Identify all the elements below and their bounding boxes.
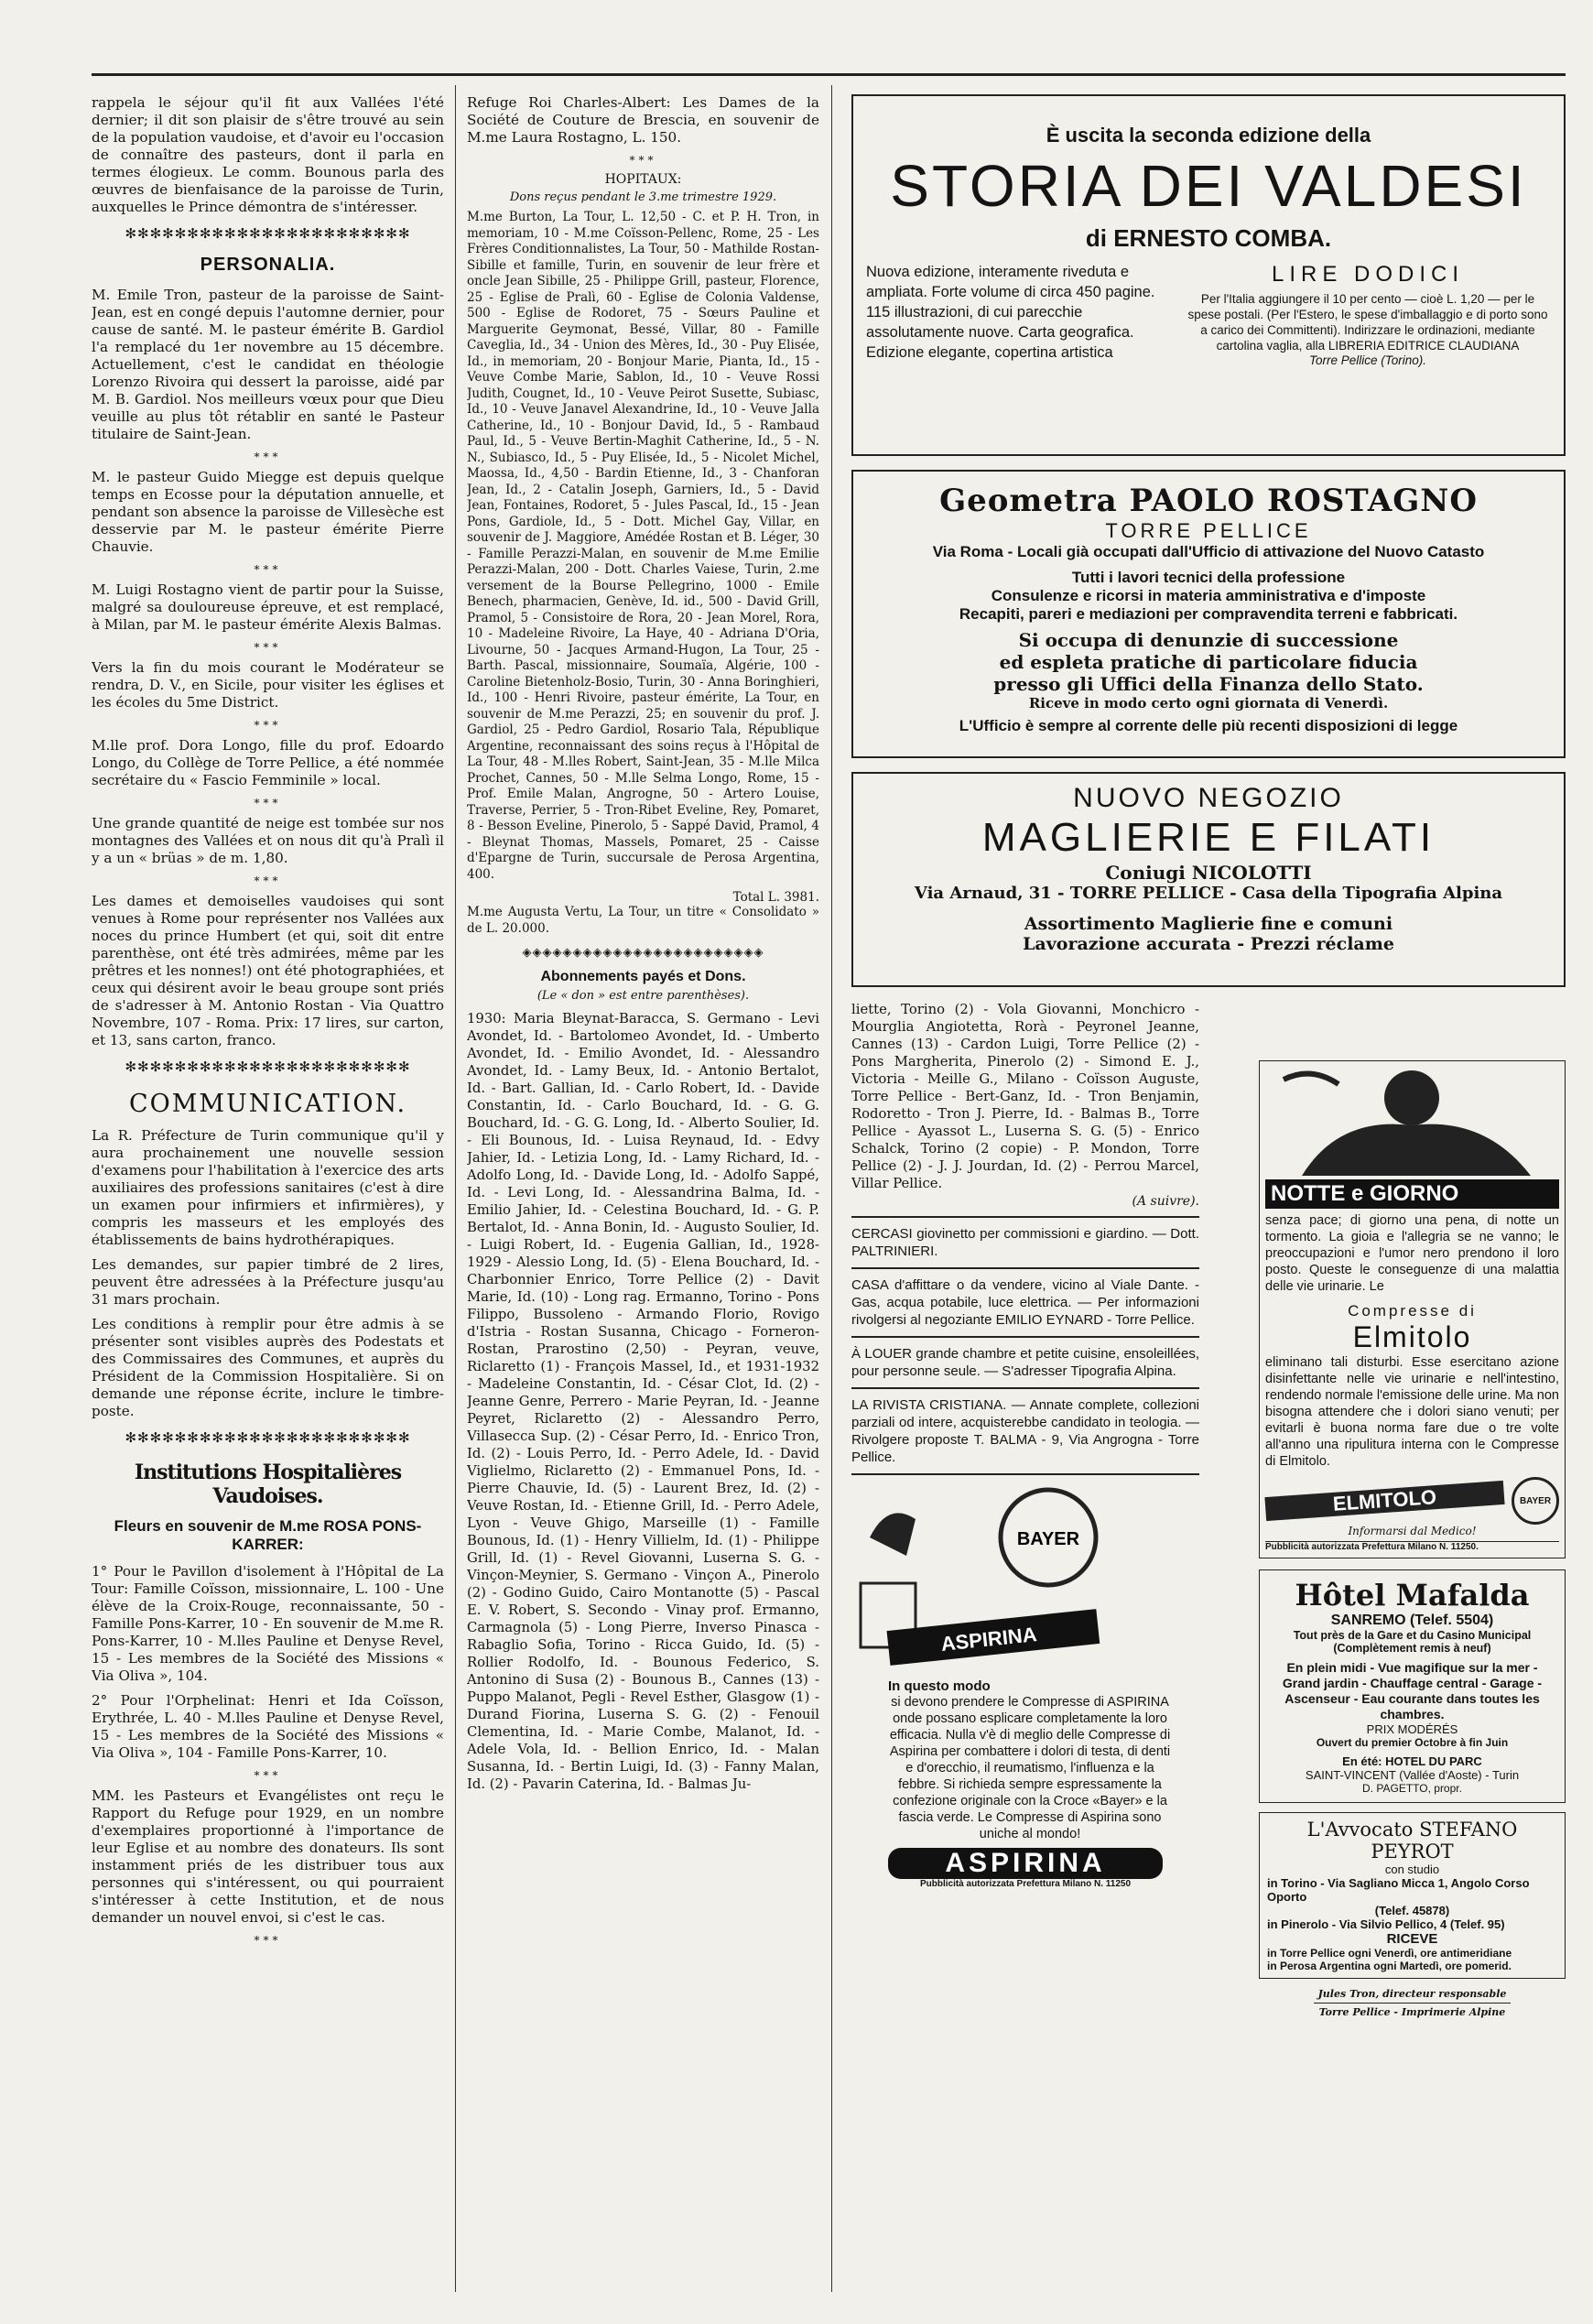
geometra-line3: Recapiti, pareri e mediazioni per compravendita terreni e fabbricati. [959, 605, 1458, 623]
fleurs-orphelinat: 2° Pour l'Orphelinat: Henri et Ida Coïsson, Erythrée, L. 40 - M.lles Pauline et Denyse Revel, 15 - Les membres de la Société des Missions « Via Oliva », 104 - Famille Pons-Karrer, 10. [92, 1692, 444, 1761]
vertu-paragraph: M.me Augusta Vertu, La Tour, un titre « Consolidato » de L. 20.000. [467, 905, 819, 936]
hotel-line8: SAINT-VINCENT (Vallée d'Aoste) - Turin [1305, 1768, 1520, 1782]
intro-paragraph: rappela le séjour qu'il fit aux Vallées l'été dernier; il dit son plaisir de s'être trouvé au sein de la population vaudoise, et d'avoir eu l'occasion de connaître des pasteurs, dont il parla en termes élogieux. Le comm. Bounous parla des œuvres de bienfaisance de la paroisse de Turin, auxquelles le Prince démontra de s'intéresser. [92, 94, 444, 215]
elmitolo-box: ELMITOLO [1264, 1481, 1504, 1521]
hotel-line9: D. PAGETTO, propr. [1362, 1782, 1462, 1795]
stars-divider: *** [254, 641, 282, 654]
divider [851, 1267, 1199, 1269]
negozio-owners: Coniugi NICOLOTTI [1105, 862, 1312, 884]
stars-divider: *** [254, 874, 282, 887]
avvocato-name: L'Avvocato STEFANO PEYROT [1306, 1819, 1518, 1862]
hotel-line2: Tout près de la Gare et du Casino Municipal [1293, 1629, 1532, 1642]
elmitolo-name: Elmitolo [1352, 1320, 1472, 1353]
personalia-neige: Une grande quantité de neige est tombée sur nos montagnes des Vallées et on nous dit qu'à Pralì il y a un « brüas » de m. 1,80. [92, 815, 444, 866]
personalia-longo: M.lle prof. Dora Longo, fille du prof. Edoardo Longo, du Collège de Torre Pellice, a été nommée secrétaire du « Fascio Femminile » local. [92, 737, 444, 788]
hopitaux-heading: HOPITAUX: [604, 172, 682, 187]
hotel-line5: PRIX MODÉRÉS [1366, 1722, 1458, 1736]
stars-divider: *** [629, 154, 657, 167]
abonnements-continuation: liette, Torino (2) - Vola Giovanni, Monchicro - Mourglia Angiotetta, Rorà - Peyronel Jeanne, Cannes (13) - Cardon Luigi, Torre Pellice (2) - Pons Margherita, Pinerolo (2) - Simond E. J., Victoria - Meille G., Milano - Coïsson Auguste, Torre Pellice - Bert-Ganz, Id. - Tron Benjamin, Rodoretto - Tron J. Pierre, Id. - Balmas B., Torre Pellice - Ayassot L., Luserna S. G. (5) - Enrico Schalck, Torino (2 copie) - P. Mondon, Torre Pellice (2) - J. J. Jourdan, Id. (2) - Perrou Marcel, Villar Pellice. [851, 1002, 1199, 1191]
ornament-divider: ✻✻✻✻✻✻✻✻✻✻✻✻✻✻✻✻✻✻✻✻✻✻✻ [125, 1059, 411, 1075]
avvocato-line6: in Torre Pellice ogni Venerdì, ore antimeridiane [1267, 1947, 1512, 1960]
ornament-divider: ✻✻✻✻✻✻✻✻✻✻✻✻✻✻✻✻✻✻✻✻✻✻✻ [125, 1429, 411, 1446]
communication-p2: Les demandes, sur papier timbré de 2 lires, peuvent être adressées à la Préfecture jusqu'au 31 mars prochain. [92, 1256, 444, 1308]
ornament-divider: ✻✻✻✻✻✻✻✻✻✻✻✻✻✻✻✻✻✻✻✻✻✻✻ [125, 225, 411, 242]
stars-divider: *** [254, 451, 282, 463]
notte-heading: NOTTE e GIORNO [1265, 1179, 1559, 1209]
abonnements-heading: Abonnements payés et Dons. [540, 969, 746, 984]
aspirina-ad [851, 1482, 1199, 1889]
storia-price-block [1185, 262, 1551, 367]
aspirina-footer: Pubblicità autorizzata Prefettura Milano N. 11250 [919, 1879, 1132, 1889]
negozio-title: MAGLIERIE E FILATI [981, 815, 1436, 860]
personalia-dames: Les dames et demoiselles vaudoises qui sont venues à Rome pour représenter nos Vallées aux noces du prince Humbert (et qui, soit dit entre parenthèse, ont été très admirées, même par les prêtres et les nonnes!) ont été photographiées, et ceux qui désirent avoir le beau groupe sont priés de s'adresser à M. Antonio Rostan - Via Quattro Novembre, 107 - Roma. Prix: 17 lires, sur carton, et 13, sans carton, franco. [92, 893, 444, 1048]
geometra-ad [851, 470, 1566, 758]
notte-text: senza pace; di giorno una pena, di notte un tormento. La gioia e l'allegria se ne vanno; le preoccupazioni e l'umor nero prendono il loro posto. Queste le conseguenze di una malattia delle vie urinarie. Le [1265, 1213, 1559, 1294]
hotel-line1: SANREMO (Telef. 5504) [1330, 1613, 1494, 1628]
aspirina-title: In questo modo [888, 1678, 991, 1694]
divider [851, 1336, 1199, 1338]
communication-heading: COMMUNICATION. [128, 1090, 407, 1118]
storia-description: Nuova edizione, interamente riveduta e ampliata. Forte volume di circa 450 pagine. 115 illustrazioni, di cui parecchie assolutamente nuove. Carta geografica. Edizione elegante, copertina artistica [866, 264, 1155, 361]
newspaper-page [92, 73, 1566, 2292]
column-rule [831, 85, 832, 2292]
column-1 [92, 94, 444, 1952]
rapport-refuge: MM. les Pasteurs et Evangélistes ont reçu le Rapport du Refuge pour 1929, en un nombre d'exemplaires proportionné à l'importance de leur Eglise et au nombre des donateurs. Ils sont instamment priés de les distribuer tous aux personnes qui s'intéressent, ou qui pourraient s'intéresser à cette Institution, et de nous demander un nouvel envoi, si c'est le cas. [92, 1787, 444, 1926]
geometra-line2: Consulenze e ricorsi in materia amministrativa e d'imposte [991, 587, 1426, 604]
personalia-heading: PERSONALIA. [200, 255, 336, 275]
aspirina-illustration [851, 1482, 1126, 1675]
avvocato-line1: con studio [1384, 1862, 1440, 1876]
avvocato-line5: RICEVE [1386, 1931, 1438, 1947]
hotel-line7: En été: HOTEL DU PARC [1342, 1754, 1482, 1768]
institutions-heading: Institutions Hospitalières Vaudoises. [134, 1461, 402, 1508]
dons-total: Total L. 3981. [732, 890, 819, 905]
geometra-line8: L'Ufficio è sempre al corrente delle più recenti disposizioni di legge [959, 717, 1458, 734]
hotel-line4: En plein midi - Vue magifique sur la mer - Grand jardin - Chauffage central - Garage - Ascenseur - Eau courante dans toutes les chambres. [1282, 1660, 1543, 1721]
storia-title: STORIA DEI VALDESI [890, 153, 1527, 219]
stars-divider: *** [254, 797, 282, 809]
negozio-line2: Lavorazione accurata - Prezzi réclame [1023, 934, 1394, 954]
divider [851, 1387, 1199, 1389]
rivista-ad: LA RIVISTA CRISTIANA. — Annate complete, collezioni parziali od intere, acquisterebbe candidato in teologia. — Rivolgere proposte T. BALMA - 9, Via Angrogna - Torre Pellice. [851, 1397, 1199, 1465]
bayer-logo-text: BAYER [1016, 1529, 1080, 1549]
personalia-moderateur: Vers la fin du mois courant le Modérateur se rendra, D. V., en Sicile, pour visiter les églises et les écoles du 5me District. [92, 659, 444, 711]
abonnements-subheading: (Le « don » est entre parenthèses). [536, 989, 750, 1003]
fleurs-heading: Fleurs en souvenir de M.me ROSA PONS-KARRER: [114, 1517, 422, 1553]
refuge-paragraph: Refuge Roi Charles-Albert: Les Dames de la Société de Couture de Brescia, en souvenir de M.me Laura Rostagno, L. 150. [467, 94, 819, 146]
column-3 [851, 1001, 1199, 1889]
communication-p1: La R. Préfecture de Turin communique qu'il y aura prochainement une nouvelle session d'examens pour l'habilitation à l'exercice des arts auxiliaires des professions sanitaires (c'est à dire un examen pour infirmiers et infirmières), y compris les masseurs et les employés des établissements de bains hydrothérapiques. [92, 1127, 444, 1248]
geometra-line4: Si occupa di denunzie di successione [1018, 629, 1399, 651]
geometra-line5: ed espleta pratiche di particolare fiducia [999, 651, 1418, 673]
avvocato-line2: in Torino - Via Sagliano Micca 1, Angolo Corso Oporto [1267, 1876, 1530, 1904]
communication-p3: Les conditions à remplir pour être admis à se présenter sont visibles auprès des Podestats et des Commissaires des Communes, et auprès du Président de la Commission Hospitalière. Si on demande une réponse écrite, inclure le timbre-poste. [92, 1316, 444, 1419]
hotel-name: Hôtel Mafalda [1295, 1578, 1530, 1613]
avvocato-line4: in Pinerolo - Via Silvio Pellico, 4 (Telef. 95) [1267, 1917, 1505, 1931]
personalia-tron: M. Emile Tron, pasteur de la paroisse de Saint-Jean, est en congé depuis l'automne dernier, pour cause de santé. M. le pasteur émérite B. Gardiol l'a remplacé du 1er novembre au 15 décembre. Actuellement, c'est le candidat en théologie Lorenzo Rivoira qui dessert la paroisse, aidé par M. B. Gardiol. Nos meilleurs vœux pour que Dieu veuille au plus tôt rétablir en santé le Pasteur titulaire de Saint-Jean. [92, 287, 444, 442]
geometra-name: Geometra PAOLO ROSTAGNO [939, 483, 1478, 519]
aspirina-tube-text: ASPIRINA [939, 1623, 1038, 1656]
divider [851, 1216, 1199, 1218]
storia-details [866, 262, 1551, 367]
compresse-label: Compresse di [1348, 1302, 1477, 1319]
hotel-line6: Ouvert du premier Octobre à fin Juin [1316, 1736, 1509, 1749]
ornament-divider: ◈◈◈◈◈◈◈◈◈◈◈◈◈◈◈◈◈◈◈◈◈◈◈◈ [522, 946, 764, 960]
abonnements-list: 1930: Maria Bleynat-Baracca, S. Germano - Levi Avondet, Id. - Bartolomeo Avondet, Id. - Umberto Avondet, Id. - Emilio Avondet, Id. - Alessandro Avondet, Id. - Lamy Beux, Id. - Antonio Bertalot, Id. - Bart. Gallian, Id. - Carlo Robert, Id. - Davide Constantin, Id. - Carlo Bouchard, Id. - G. G. Bouchard, Id. - G. G. Long, Id. - Alberto Soulier, Id. - Eli Bounous, Id. - Luisa Reynaud, Id. - Edvy Jahier, Id. - Letizia Long, Id. - Lamy Richard, Id. - Adolfo Long, Id. - Davide Long, Id. - Adolfo Sappé, Id. - Levi Long, Id. - Alessandrina Balma, Id. - Emilio Jahier, Id. - Celestina Bouchard, Id. - G. P. Bertalot, Id. - Anna Bonin, Id. - Augusto Soulier, Id. - Luigi Robert, Id. - Eugenia Gallian, Id., 1928-1929 - Alessio Long, Id. (5) - Elena Bouchard, Id. - Charbonnier Enrico, Torre Pellice (2) - Davit Marie, Id. (10) - Long rag. Ermanno, Torino - Pons Filippo, Bussoleno - Armando Florio, Rovigo d'Istria - Rostan Susanna, Chicago - Forneron-Rostan, Prarostino (2,50) - Peyran, veuve, Riclaretto (1) - François Massel, Id., et 1931-1932 - Madeleine Constantin, Id. - César Clot, Id. (2) - Jeanne Genre, Perrero - Marie Peyran, Id. - Jeanne Peyret, Riclaretto (2) - Alessandro Perro, Villasecca Sup. (2) - César Perro, Id. - Enrico Tron, Id. (2) - Louis Perro, Id. - Perro Adele, Id. - David Viglielmo, Riclaretto (2) - Emmanuel Pons, Id. - Pierre Chauvie, Id. (5) - Laurent Brez, Id. (2) - Veuve Rostan, Id. - Etienne Grill, Id. - Perro Adele, Lyon - Veuve Ghigo, Marseille (1) - Famille Bounous, Id. (1) - Henry Villielm, Id. (1) - Philippe Grill, Id. (1) - Revel Giovanni, Luserna S. G. - Vinçon-Meynier, S. Germano - Vinçon A., Pinerolo (2) - Godino Guido, Cairo Montanotte (5) - Pascal E. V. Robert, S. Secondo - Vinay prof. Ermanno, Carmagnola (5) - Long Pierre, Inverso Pinasca - Rabaglio Sofia, Torino - Ricca Guido, Id. (5) - Rollier Rodolfo, Id. - Bounous Federico, S. Antonino di Susa (2) - Bounous B., Cannes (13) - Puppo Malanot, Pegli - Revel Esther, Glasgow (1) - Durand Fiorina, Luserna S. G. (2) - Fenouil Clementina, Id. - Marie Combe, Malanot, Id. - Adele Vola, Id. - Bellion Enrico, Id. - Malan Susanna, Id. - Bertin Luigi, Id. (3) - Fanny Malan, Id. (2) - Pavarin Caterina, Id. - Balmas Ju- [467, 1011, 819, 1792]
dons-subheading: Dons reçus pendant le 3.me trimestre 1929. [509, 190, 777, 204]
negozio-line1: Assortimento Maglierie fine e comuni [1024, 914, 1393, 934]
negozio-top: NUOVO NEGOZIO [1073, 783, 1344, 813]
aspirina-logo: ASPIRINA [888, 1848, 1163, 1879]
geometra-line6: presso gli Uffici della Finanza dello Stato. [993, 673, 1424, 695]
personalia-miegge: M. le pasteur Guido Miegge est depuis quelque temps en Ecosse pour la députation annuelle, et pendant son absence la paroisse de Villesèche est desservie par M. le pasteur émérite Pierre Chauvie. [92, 469, 444, 555]
hotel-ad [1259, 1569, 1566, 1803]
bayer-cross-icon: BAYER [1512, 1477, 1559, 1525]
column-rule [455, 85, 456, 2292]
avvocato-line3: (Telef. 45878) [1374, 1904, 1450, 1917]
column-4 [1259, 1060, 1566, 2018]
fleurs-pavillon: 1° Pour le Pavillon d'isolement à l'Hôpital de La Tour: Famille Coïsson, missionnaire, L. 100 - Une élève de la Croix-Rouge, reconnaissante, 50 - Famille Pons-Karrer, 10 - En souvenir de M.me R. Pons-Karrer, 10 - M.lles Pauline et Denyse Revel, 15 - Les membres de la Société des Missions « Via Oliva », 104. [92, 1563, 444, 1684]
geometra-line1: Tutti i lavori tecnici della professione [1071, 569, 1346, 586]
storia-ad [851, 94, 1566, 456]
avvocato-ad [1259, 1812, 1566, 1979]
stars-divider: *** [254, 719, 282, 732]
dons-list: M.me Burton, La Tour, L. 12,50 - C. et P. H. Tron, in memoriam, 10 - M.me Coïsson-Pellenc, Rome, 25 - Les Frères Conditionnalistes, La Tour, 50 - Mathilde Rostan-Sibille et famille, Turin, en souvenir de leur frère et oncle Jean Sibille, 25 - Philippe Grill, pasteur, Florence, 25 - Eglise de Pralì, 60 - Eglise de Colonia Valdense, 500 - Eglise de Rodoret, 75 - Sœurs Pauline et Marguerite Geymonat, Bessé, Villar, 80 - Famille Caveglia, Id., 34 - Union des Mères, Id., 30 - Puy Elisée, Id., in memoriam, 20 - Bonjour Marie, Pianta, Id., 15 - Veuve Combe Marie, Sablon, Id., 10 - Veuve Rossi Judith, Cougnet, Id., 10 - Veuve Peirot Susette, Subiasc, Id., 10 - Veuve Janavel Alexandrine, Id., 10 - Veuve Jalla Catherine, Id., 10 - Bonjour David, Id., 5 - Rambaud Paul, Id., 5 - Veuve Bertin-Maghit Catherine, Id., 5 - N. N., Subiasco, Id., 5 - Puy Elisée, Id., 5 - Nicolet Michel, Maossa, Id., 4,50 - Bardin Etienne, Id., 3 - Chanforan Jean, Id., 2 - Catalin Joseph, Garniers, Id., 5 - David Jean, Fontaines, Rodoret, 5 - Jules Pascal, Id., 15 - Jean Pons, Gardiole, Id., 5 - Dott. Michel Gay, Villar, en souvenir de J. Maggiore, Amédée Rostan et B. Léger, 30 - Famille Perazzi-Malan, en souvenir de M.me Emilie Perazzi-Malan, 200 - Dott. Charles Vaiese, Turin, 2.me versement de la Bourse Pellegrino, 1000 - Emile Benech, pharmacien, Genève, Id. id., 500 - David Grill, Pramol, 5 - Consistoire de Rora, 20 - Jean Morel, Rora, 10 - Madeleine Rivoire, La Haye, 40 - Adriana D'Oria, Livourne, 50 - Jacques Armand-Hugon, La Tour, 25 - Barth. Pascal, missionnaire, Soumaïa, Algérie, 100 - Caroline Bietenholz-Bosio, Turin, 30 - Anna Boringhieri, Id., 100 - Henri Rivoire, pasteur émérite, La Tour, en souvenir de M.me Perazzi, 25; en souvenir du prof. J. Gardiol, 25 - Pedro Gardiol, Rosario Tala, République Argentine, reconnaissant des soins reçus à l'Hôpital de La Tour, 48 - M.lles Robert, Saint-Jean, 35 - M.lle Milca Prochet, Cannes, 50 - M.lle Selma Longo, Rome, 15 - Prof. Emile Malan, Angrogne, 50 - Artero Louise, Traverse, Perrier, 5 - Tron-Ribet Eveline, Rey, Pomaret, 8 - Besson Eveline, Pinerolo, 5 - Sappé David, Pramol, 4 - Bleynat Thomas, Massels, Pomaret, 25 - Caisse d'Epargne de Turin, succursale de Perosa Argentina, 400. [467, 210, 819, 882]
storia-price-note: Per l'Italia aggiungere il 10 per cento — cioè L. 1,20 — per le spese postali. (Per l'Estero, le spese d'imballaggio e di porto sono a carico dei Committenti). Indirizzare le ordinazioni, mediante cartolina vaglia, alla LIBRERIA EDITRICE CLAUDIANA [1187, 292, 1548, 353]
geometra-town: TORRE PELLICE [1105, 519, 1312, 542]
storia-price: LIRE DODICI [1271, 262, 1465, 287]
elmitolo-footer: Pubblicità autorizzata Prefettura Milano N. 11250. [1265, 1541, 1559, 1552]
louer-ad: À LOUER grande chambre et petite cuisine, ensoleillées, pour personne seule. — S'adresser Tipografia Alpina. [851, 1346, 1199, 1379]
aspirina-text: si devono prendere le Compresse di ASPIRINA onde possano esplicare completamente la loro efficacia. Nulla v'è di meglio delle Compresse di Aspirina per combattere i dolori di testa, di denti e d'orecchio, il reumatismo, l'influenza e la febbre. Si richieda sempre espressamente la confezione originale con la Croce «Bayer» e la fascia verde. Le Compresse di Aspirina sono uniche al mondo! [889, 1695, 1171, 1841]
column-2 [467, 94, 819, 1800]
elmitolo-tag: Informarsi dal Medico! [1348, 1525, 1477, 1537]
casa-ad: CASA d'affittare o da vendere, vicino al Viale Dante. - Gas, acqua potabile, luce elettrica. — Per informazioni rivolgersi al negoziante EMILIO EYNARD - Torre Pellice. [851, 1277, 1199, 1328]
personalia-rostagno: M. Luigi Rostagno vient de partir pour la Suisse, malgré sa douloureuse épreuve, et est remplacé, à Milan, par M. le pasteur émérite Alexis Balmas. [92, 581, 444, 633]
avvocato-line7: in Perosa Argentina ogni Martedì, ore pomerid. [1267, 1960, 1512, 1972]
a-suivre: (A suivre). [1132, 1194, 1199, 1209]
geometra-line7: Riceve in modo certo ogni giornata di Venerdì. [1028, 695, 1389, 711]
storia-top: È uscita la seconda edizione della [1046, 124, 1371, 147]
storia-place: Torre Pellice (Torino). [1308, 353, 1427, 367]
storia-author: di ERNESTO COMBA. [1085, 224, 1332, 252]
geometra-address: Via Roma - Locali già occupati dall'Ufficio di attivazione del Nuovo Catasto [932, 543, 1485, 560]
elmitolo-illustration [1265, 1061, 1558, 1176]
imprimerie: Torre Pellice - Imprimerie Alpine [1318, 2006, 1506, 2018]
stars-divider: *** [254, 563, 282, 576]
elmitolo-ad [1259, 1060, 1566, 1558]
elmitolo-text: eliminano tali disturbi. Esse esercitano azione disinfettante nelle vie urinarie e nell'intestino, rendendo normale l'emissione delle urine. Ma non bisogna attendere che i dolori siano venuti; per evitarli è buona norma fare due o tre volte all'anno una ripulitura interna con le Compresse di Elmitolo. [1265, 1355, 1559, 1469]
directeur-responsable: Jules Tron, directeur responsable [1317, 1988, 1507, 2000]
ads-area [851, 94, 1566, 2292]
negozio-address: Via Arnaud, 31 - TORRE PELLICE - Casa della Tipografia Alpina [914, 884, 1503, 903]
elmitolo-pack [1265, 1477, 1559, 1525]
stars-divider: *** [254, 1769, 282, 1782]
negozio-ad [851, 772, 1566, 987]
hotel-line3: (Complètement remis à neuf) [1333, 1642, 1491, 1655]
stars-divider: *** [254, 1934, 282, 1947]
divider [851, 1473, 1199, 1475]
cercasi-ad: CERCASI giovinetto per commissioni e giardino. — Dott. PALTRINIERI. [851, 1226, 1199, 1259]
